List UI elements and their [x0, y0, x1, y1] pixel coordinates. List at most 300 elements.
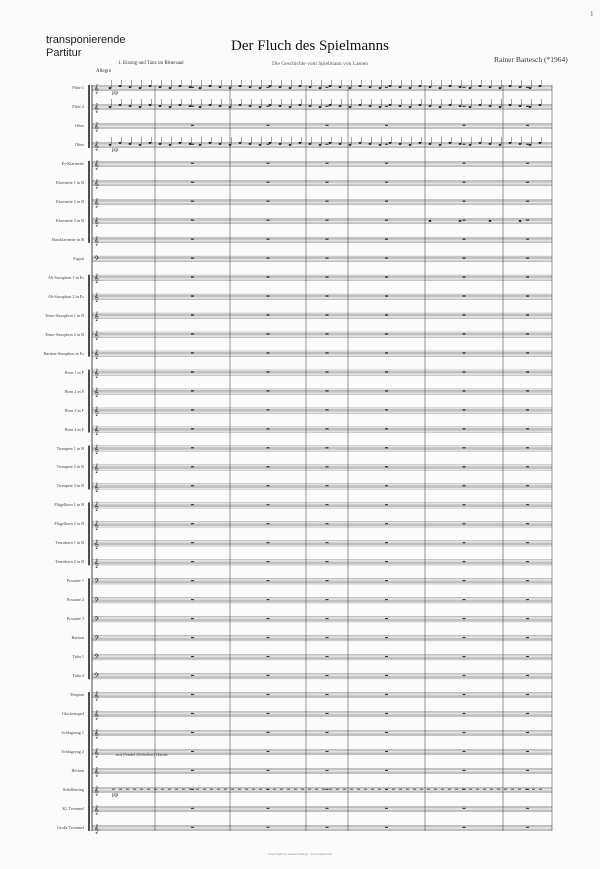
clef-icon: 𝄞	[94, 748, 99, 758]
note-head	[309, 105, 312, 107]
whole-rest	[463, 163, 466, 164]
whole-rest	[191, 333, 194, 334]
note-head	[269, 104, 272, 106]
note-head	[229, 87, 232, 89]
note-head	[529, 106, 532, 108]
clef-icon: 𝄞	[94, 729, 99, 739]
clef-icon: 𝄞	[94, 539, 99, 549]
note-head	[489, 105, 492, 107]
whole-rest	[385, 637, 388, 638]
instrument-label: Fagott	[73, 255, 84, 261]
whole-rest	[526, 523, 529, 524]
note-head	[389, 104, 392, 106]
whole-rest	[526, 220, 529, 221]
clef-icon: 𝄞	[94, 824, 99, 833]
note-head	[439, 144, 442, 146]
note-head	[269, 142, 272, 144]
clef-icon: 𝄞	[94, 368, 99, 378]
note-head	[519, 143, 522, 145]
clef-icon: 𝄞	[94, 216, 99, 226]
whole-rest	[526, 561, 529, 562]
clef-icon: 𝄞	[94, 140, 99, 150]
clef-icon: 𝄞	[94, 786, 99, 796]
whole-rest	[267, 409, 270, 410]
clef-icon: 𝄢	[94, 615, 100, 625]
note-head	[179, 104, 182, 106]
whole-rest	[191, 163, 194, 164]
note-head	[479, 142, 482, 144]
page-number: 1	[590, 10, 594, 18]
whole-rest	[526, 182, 529, 183]
whole-rest	[463, 770, 466, 771]
whole-rest	[191, 314, 194, 315]
whole-rest	[267, 618, 270, 619]
whole-rest	[326, 675, 329, 676]
note-head	[129, 105, 132, 107]
note-head	[209, 85, 212, 87]
whole-rest	[267, 238, 270, 239]
whole-rest	[326, 201, 329, 202]
instrument-label: Posaune 1	[66, 578, 84, 584]
instrument-label: Posaune 2	[66, 597, 84, 603]
whole-rest	[267, 352, 270, 353]
whole-rest	[191, 390, 194, 391]
whole-rest	[463, 295, 466, 296]
clef-icon: 𝄞	[94, 178, 99, 188]
whole-rest	[526, 466, 529, 467]
whole-rest	[326, 333, 329, 334]
clef-icon: 𝄞	[94, 710, 99, 720]
whole-rest	[385, 257, 388, 258]
note-head	[249, 105, 252, 107]
whole-rest	[267, 504, 270, 505]
whole-rest	[326, 751, 329, 752]
note-head	[539, 85, 542, 87]
note-head	[259, 87, 262, 89]
note-head	[299, 104, 302, 106]
whole-rest	[267, 371, 270, 372]
note-head	[529, 87, 532, 89]
instrument-label: Oboe	[74, 141, 84, 147]
note-head	[169, 106, 172, 108]
movement-title: 1. Einzug und Tanz im Rittersaal	[118, 61, 184, 66]
dynamic-marking: pp	[112, 146, 119, 153]
whole-rest	[267, 447, 270, 448]
whole-rest	[326, 390, 329, 391]
note-head	[129, 143, 132, 145]
whole-rest	[267, 542, 270, 543]
whole-rest	[326, 238, 329, 239]
whole-rest	[326, 732, 329, 733]
note-head	[469, 87, 472, 89]
note-head	[439, 106, 442, 108]
note-head	[169, 87, 172, 89]
whole-rest	[326, 770, 329, 771]
whole-rest	[385, 751, 388, 752]
clef-icon: 𝄞	[94, 691, 99, 701]
note-head	[229, 144, 232, 146]
note-head	[319, 144, 322, 146]
instrument-label: Klarinette 2 in B	[55, 198, 84, 204]
whole-rest	[326, 295, 329, 296]
whole-rest	[385, 675, 388, 676]
dynamic-marking: pp	[112, 90, 119, 96]
note-head	[499, 144, 502, 146]
whole-rest	[526, 713, 529, 714]
whole-rest	[267, 257, 270, 258]
whole-rest	[526, 163, 529, 164]
whole-rest	[463, 125, 466, 126]
clef-icon: 𝄞	[94, 330, 99, 340]
note-head	[189, 86, 192, 88]
note-head	[419, 85, 422, 87]
clef-icon: 𝄢	[94, 254, 100, 264]
instrument-label: Tuba 1	[72, 654, 84, 660]
note-head	[259, 106, 262, 108]
whole-rest	[326, 694, 329, 695]
instrument-label: Becken	[71, 768, 84, 774]
whole-rest	[385, 447, 388, 448]
whole-rest	[385, 238, 388, 239]
clef-icon: 𝄢	[94, 653, 100, 663]
whole-rest	[385, 732, 388, 733]
whole-rest	[326, 87, 329, 88]
note-head	[309, 143, 312, 145]
whole-rest	[385, 295, 388, 296]
clef-icon: 𝄞	[94, 520, 99, 530]
whole-rest	[267, 106, 270, 107]
instrument-label: Flügelhorn 2 in B	[54, 521, 84, 527]
clef-icon: 𝄞	[94, 558, 99, 568]
whole-rest	[526, 352, 529, 353]
instrument-label: Oboe	[74, 122, 84, 128]
note-head	[239, 104, 242, 106]
note-head	[469, 144, 472, 146]
note-head	[539, 142, 542, 144]
note-head	[149, 104, 152, 106]
whole-rest	[385, 87, 388, 88]
note-head	[129, 86, 132, 88]
whole-rest	[463, 732, 466, 733]
whole-rest	[385, 409, 388, 410]
note-head	[449, 85, 452, 87]
note-head	[539, 104, 542, 106]
whole-rest	[463, 694, 466, 695]
note-head	[519, 220, 522, 222]
whole-rest	[267, 201, 270, 202]
note-head	[149, 85, 152, 87]
note-head	[249, 143, 252, 145]
note-head	[329, 142, 332, 144]
whole-rest	[463, 466, 466, 467]
whole-rest	[385, 618, 388, 619]
whole-rest	[385, 561, 388, 562]
note-head	[409, 87, 412, 89]
note-head	[289, 144, 292, 146]
whole-rest	[463, 201, 466, 202]
instrument-label: Schlagzeug 1	[61, 730, 84, 736]
whole-rest	[191, 808, 194, 809]
note-head	[349, 87, 352, 89]
instrument-label: Horn 1 in F	[64, 369, 84, 375]
note-head	[239, 142, 242, 144]
whole-rest	[385, 599, 388, 600]
note-head	[139, 87, 142, 89]
note-head	[269, 85, 272, 87]
whole-rest	[526, 125, 529, 126]
note-head	[339, 143, 342, 145]
whole-rest	[191, 504, 194, 505]
note-head	[329, 104, 332, 106]
note-head	[219, 105, 222, 107]
whole-rest	[526, 144, 529, 145]
note-head	[509, 85, 512, 87]
note-head	[169, 144, 172, 146]
whole-rest	[526, 504, 529, 505]
whole-rest	[463, 390, 466, 391]
whole-rest	[191, 409, 194, 410]
note-head	[469, 106, 472, 108]
whole-rest	[463, 637, 466, 638]
whole-rest	[267, 314, 270, 315]
whole-rest	[526, 675, 529, 676]
whole-rest	[385, 106, 388, 107]
note-head	[189, 105, 192, 107]
whole-rest	[385, 808, 388, 809]
instrument-label: Flöte 2	[72, 103, 84, 109]
whole-rest	[267, 333, 270, 334]
note-head	[239, 85, 242, 87]
note-head	[449, 104, 452, 106]
whole-rest	[385, 466, 388, 467]
whole-rest	[526, 637, 529, 638]
note-head	[389, 142, 392, 144]
whole-rest	[463, 333, 466, 334]
clef-icon: 𝄞	[94, 121, 99, 131]
instrument-label: Klarinette 1 in B	[55, 179, 84, 185]
whole-rest	[326, 808, 329, 809]
whole-rest	[267, 87, 270, 88]
note-head	[489, 220, 492, 222]
score-type-line2: Partitur	[46, 47, 82, 59]
whole-rest	[326, 713, 329, 714]
whole-rest	[326, 618, 329, 619]
whole-rest	[326, 656, 329, 657]
clef-icon: 𝄞	[94, 292, 99, 302]
clef-icon: 𝄞	[94, 102, 99, 112]
note-head	[349, 106, 352, 108]
clef-icon: 𝄞	[94, 235, 99, 245]
whole-rest	[526, 447, 529, 448]
whole-rest	[526, 295, 529, 296]
whole-rest	[326, 182, 329, 183]
note-head	[429, 143, 432, 145]
note-head	[339, 86, 342, 88]
note-head	[209, 142, 212, 144]
note-head	[409, 106, 412, 108]
whole-rest	[526, 827, 529, 828]
clef-icon: 𝄞	[94, 387, 99, 397]
whole-rest	[267, 125, 270, 126]
whole-rest	[526, 371, 529, 372]
whole-rest	[526, 428, 529, 429]
whole-rest	[326, 504, 329, 505]
whole-rest	[191, 182, 194, 183]
whole-rest	[385, 428, 388, 429]
whole-rest	[463, 751, 466, 752]
whole-rest	[326, 352, 329, 353]
instrument-label: Kl. Trommel	[62, 806, 84, 812]
instrument-label: Bariton-Saxophon in Es	[43, 350, 84, 356]
whole-rest	[267, 144, 270, 145]
note-head	[419, 104, 422, 106]
clef-icon: 𝄞	[94, 425, 99, 435]
note-head	[479, 85, 482, 87]
clef-icon: 𝄢	[94, 672, 100, 682]
whole-rest	[385, 182, 388, 183]
note-head	[119, 85, 122, 87]
whole-rest	[191, 447, 194, 448]
whole-rest	[267, 827, 270, 828]
whole-rest	[385, 352, 388, 353]
instrument-label: Horn 4 in F	[64, 426, 84, 432]
whole-rest	[191, 618, 194, 619]
note-head	[199, 106, 202, 108]
whole-rest	[526, 87, 529, 88]
whole-rest	[385, 504, 388, 505]
whole-rest	[267, 675, 270, 676]
whole-rest	[191, 827, 194, 828]
whole-rest	[267, 276, 270, 277]
whole-rest	[463, 599, 466, 600]
note-head	[429, 86, 432, 88]
instrument-label: Klarinette 3 in B	[55, 217, 84, 223]
note-head	[279, 86, 282, 88]
note-head	[279, 105, 282, 107]
instrument-label: Timpani	[69, 692, 84, 698]
note-head	[149, 142, 152, 144]
instrument-label: Horn 2 in F	[64, 388, 84, 394]
clef-icon: 𝄞	[94, 311, 99, 321]
note-head	[219, 86, 222, 88]
whole-rest	[326, 106, 329, 107]
note-head	[509, 104, 512, 106]
whole-rest	[385, 542, 388, 543]
whole-rest	[463, 561, 466, 562]
whole-rest	[463, 504, 466, 505]
whole-rest	[191, 542, 194, 543]
note-head	[139, 144, 142, 146]
whole-rest	[267, 770, 270, 771]
whole-rest	[267, 295, 270, 296]
whole-rest	[191, 770, 194, 771]
note-head	[509, 142, 512, 144]
whole-rest	[526, 656, 529, 657]
whole-rest	[191, 257, 194, 258]
whole-rest	[526, 333, 529, 334]
whole-rest	[385, 220, 388, 221]
whole-rest	[526, 618, 529, 619]
note-head	[379, 144, 382, 146]
note-head	[369, 143, 372, 145]
clef-icon: 𝄞	[94, 463, 99, 473]
note-head	[109, 144, 112, 146]
whole-rest	[191, 125, 194, 126]
note-head	[359, 104, 362, 106]
instrument-label: Horn 3 in F	[64, 407, 84, 413]
note-head	[179, 85, 182, 87]
whole-rest	[326, 220, 329, 221]
note-head	[299, 142, 302, 144]
copyright-footer: Copyright by Rundel Verlag · www.rundel.de	[268, 852, 332, 856]
note-head	[199, 87, 202, 89]
whole-rest	[191, 656, 194, 657]
whole-rest	[267, 390, 270, 391]
whole-rest	[191, 295, 194, 296]
whole-rest	[267, 163, 270, 164]
whole-rest	[385, 827, 388, 828]
note-head	[369, 105, 372, 107]
whole-rest	[326, 371, 329, 372]
whole-rest	[326, 428, 329, 429]
clef-icon: 𝄞	[94, 805, 99, 815]
whole-rest	[463, 580, 466, 581]
whole-rest	[267, 599, 270, 600]
whole-rest	[463, 144, 466, 145]
instrument-label: Alt-Saxophon 2 in Es	[47, 293, 84, 299]
whole-rest	[385, 201, 388, 202]
whole-rest	[267, 580, 270, 581]
note-head	[339, 105, 342, 107]
note-head	[529, 144, 532, 146]
note-head	[419, 142, 422, 144]
whole-rest	[267, 561, 270, 562]
whole-rest	[526, 238, 529, 239]
whole-rest	[191, 466, 194, 467]
instrument-label: Tenorhorn 1 in B	[55, 540, 84, 546]
instrument-label: Trompete 1 in B	[56, 445, 84, 451]
clef-icon: 𝄞	[94, 159, 99, 169]
whole-rest	[267, 656, 270, 657]
note-head	[219, 143, 222, 145]
whole-rest	[385, 656, 388, 657]
whole-rest	[526, 201, 529, 202]
whole-rest	[463, 371, 466, 372]
whole-rest	[326, 599, 329, 600]
instrument-label: Alt-Saxophon 1 in Es	[47, 274, 84, 280]
whole-rest	[191, 580, 194, 581]
note-head	[379, 87, 382, 89]
note-head	[359, 142, 362, 144]
note-head	[159, 105, 162, 107]
instrument-label: Es-Klarinette	[61, 160, 84, 166]
whole-rest	[191, 352, 194, 353]
clef-icon: 𝄞	[94, 197, 99, 207]
whole-rest	[463, 827, 466, 828]
whole-rest	[463, 106, 466, 107]
instrument-label: Große Trommel	[57, 825, 84, 830]
whole-rest	[526, 770, 529, 771]
clef-icon: 𝄞	[94, 84, 99, 93]
note-head	[459, 220, 462, 222]
whole-rest	[191, 561, 194, 562]
note-head	[459, 86, 462, 88]
whole-rest	[385, 314, 388, 315]
whole-rest	[191, 523, 194, 524]
whole-rest	[267, 751, 270, 752]
whole-rest	[267, 523, 270, 524]
note-head	[519, 86, 522, 88]
